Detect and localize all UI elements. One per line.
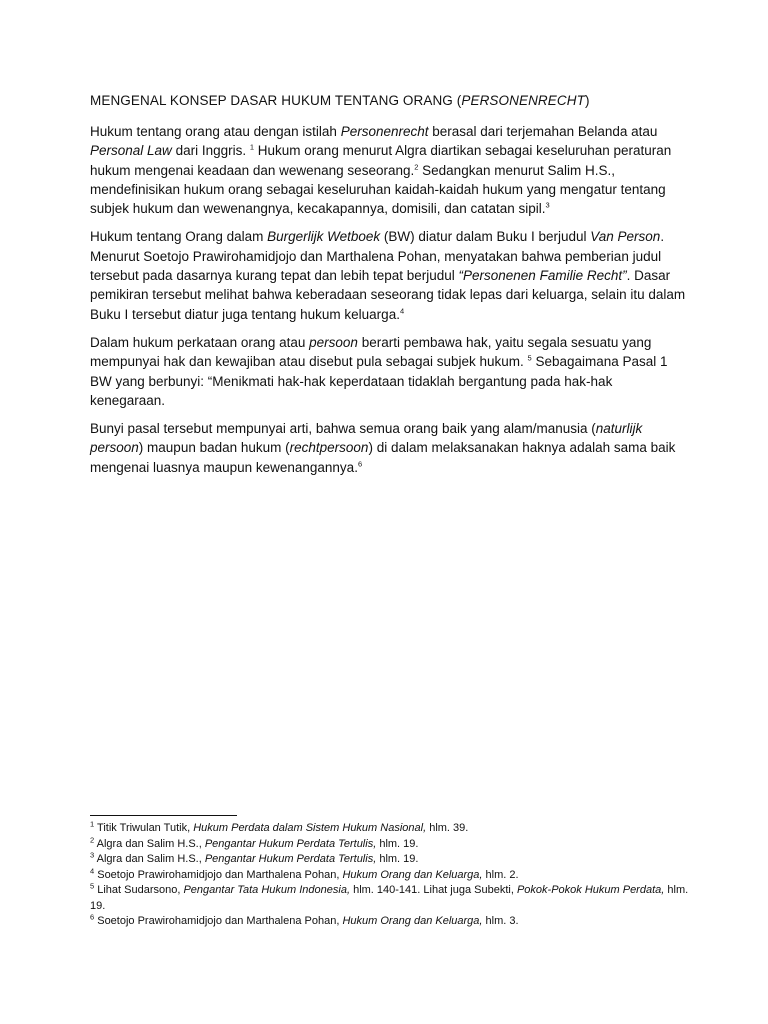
footnote-title: Hukum Orang dan Keluarga, bbox=[342, 868, 483, 881]
text-run: Hukum tentang Orang dalam bbox=[90, 229, 268, 245]
footnote-text: hlm. 140-141. Lihat juga Subekti, bbox=[350, 884, 517, 896]
text-run: ) maupun badan hukum ( bbox=[138, 440, 290, 456]
italic-term: rechtpersoon bbox=[289, 440, 369, 456]
italic-term: Personenrecht bbox=[340, 124, 429, 139]
title-italic-term: PERSONENRECHT bbox=[461, 93, 585, 108]
footnote-ref[interactable]: 3 bbox=[545, 200, 550, 210]
paragraph-2 bbox=[90, 227, 690, 323]
footnote-ref[interactable]: 2 bbox=[414, 162, 419, 172]
footnote-4 bbox=[90, 865, 690, 884]
text-run: berasal dari terjemahan Belanda atau bbox=[428, 124, 658, 139]
footnotes bbox=[90, 821, 690, 930]
footnote-6 bbox=[90, 914, 690, 930]
footnote-text: hlm. 19. bbox=[90, 884, 689, 912]
footnote-1 bbox=[90, 821, 690, 837]
footnote-title: Hukum Perdata dalam Sistem Hukum Nasional, bbox=[193, 822, 427, 834]
footnote-separator bbox=[90, 815, 237, 816]
italic-term: naturlijk persoon bbox=[90, 421, 643, 456]
text-run: Hukum tentang orang atau dengan istilah bbox=[90, 124, 341, 139]
italic-term: Personal Law bbox=[90, 143, 172, 159]
text-run: berarti pembawa hak, yaitu segala sesuatu yang mempunyai hak dan kewajiban atau disebut pula sebagai subjek hukum. bbox=[90, 334, 652, 370]
footnote-2 bbox=[90, 834, 690, 853]
footnote-number: 6 bbox=[90, 912, 95, 922]
footnote-text: hlm. 19. bbox=[376, 853, 419, 865]
footnote-ref[interactable]: 4 bbox=[399, 306, 405, 316]
footnote-title: Pengantar Hukum Perdata Tertulis, bbox=[204, 837, 377, 850]
paragraph-4 bbox=[90, 419, 690, 477]
paragraph-3 bbox=[90, 333, 690, 410]
footnote-ref[interactable]: 6 bbox=[357, 459, 363, 469]
document-body bbox=[90, 92, 690, 486]
footnote-text: Algra dan Salim H.S., bbox=[94, 837, 205, 850]
footnote-text: Algra dan Salim H.S., bbox=[94, 853, 205, 865]
italic-term: Burgerlijk Wetboek bbox=[267, 229, 381, 245]
title-closing: ) bbox=[584, 93, 590, 108]
text-run: (BW) diatur dalam Buku I berjudul bbox=[380, 229, 591, 245]
footnote-number: 4 bbox=[90, 865, 95, 875]
footnote-title: Pengantar Hukum Perdata Tertulis, bbox=[204, 853, 377, 865]
footnote-title: Pengantar Tata Hukum Indonesia, bbox=[183, 884, 351, 896]
footnote-text: Titik Triwulan Tutik, bbox=[94, 822, 194, 834]
footnote-5 bbox=[90, 883, 690, 914]
text-run: . Menurut Soetojo Prawirohamidjojo dan Marthalena Pohan, menyatakan bahwa pemberian judul tersebut pada dasarnya kurang tepat dan lebih tepat berjudul bbox=[90, 229, 665, 284]
paragraph-1 bbox=[90, 122, 690, 218]
text-run: Dalam hukum perkataan orang atau bbox=[90, 334, 310, 350]
footnote-title: Hukum Orang dan Keluarga, bbox=[342, 915, 483, 927]
text-run: dari Inggris. bbox=[171, 143, 250, 159]
italic-term: Van Person bbox=[590, 229, 661, 245]
italic-term: “Personenen Familie Recht” bbox=[458, 268, 627, 284]
text-run: Sebagaimana Pasal 1 BW yang berbunyi: “Menikmati hak-hak keperdataan tidaklah bergantung pada hak-hak kenegaraan. bbox=[90, 354, 668, 408]
footnote-text: Soetojo Prawirohamidjojo dan Marthalena Pohan, bbox=[94, 915, 343, 927]
footnote-number: 5 bbox=[90, 881, 95, 891]
footnote-ref[interactable]: 1 bbox=[249, 142, 255, 152]
footnote-title: Pokok-Pokok Hukum Perdata, bbox=[516, 884, 665, 896]
text-run: ) di dalam melaksanakan haknya adalah sama baik mengenai luasnya maupun kewenangannya. bbox=[90, 440, 676, 475]
footnote-text: Soetojo Prawirohamidjojo dan Marthalena Pohan, bbox=[94, 868, 343, 881]
text-run: Sedangkan menurut Salim H.S., mendefinisikan hukum orang sebagai keseluruhan kaidah-kaidah hukum yang mengatur tentang subjek hukum dan wewenangnya, kecakapannya, domisili, dan catatan sipil. bbox=[90, 162, 666, 217]
footnote-number: 3 bbox=[90, 850, 95, 860]
text-run: . Dasar pemikiran tersebut melihat bahwa keberadaan seseorang tidak lepas dari keluarga, selain itu dalam Buku I tersebut diatur juga tentang hukum keluarga. bbox=[90, 268, 686, 322]
document-title bbox=[90, 92, 690, 110]
footnote-number: 2 bbox=[90, 834, 95, 844]
footnote-text: hlm. 39. bbox=[426, 822, 469, 834]
footnote-text: hlm. 2. bbox=[482, 868, 519, 881]
text-run: Hukum orang menurut Algra diartikan sebagai keseluruhan peraturan hukum mengenai keadaan dan wewenang seseorang. bbox=[90, 143, 672, 178]
footnote-3 bbox=[90, 852, 690, 868]
italic-term: persoon bbox=[309, 334, 358, 350]
footnote-ref[interactable]: 5 bbox=[527, 353, 532, 363]
text-run: Bunyi pasal tersebut mempunyai arti, bahwa semua orang baik yang alam/manusia ( bbox=[90, 421, 596, 437]
footnote-text: hlm. 19. bbox=[376, 837, 419, 850]
footnote-text: Lihat Sudarsono, bbox=[94, 884, 184, 896]
footnote-number: 1 bbox=[90, 819, 95, 829]
title-text: MENGENAL KONSEP DASAR HUKUM TENTANG ORANG ( bbox=[90, 93, 462, 108]
footnote-text: hlm. 3. bbox=[482, 915, 519, 927]
